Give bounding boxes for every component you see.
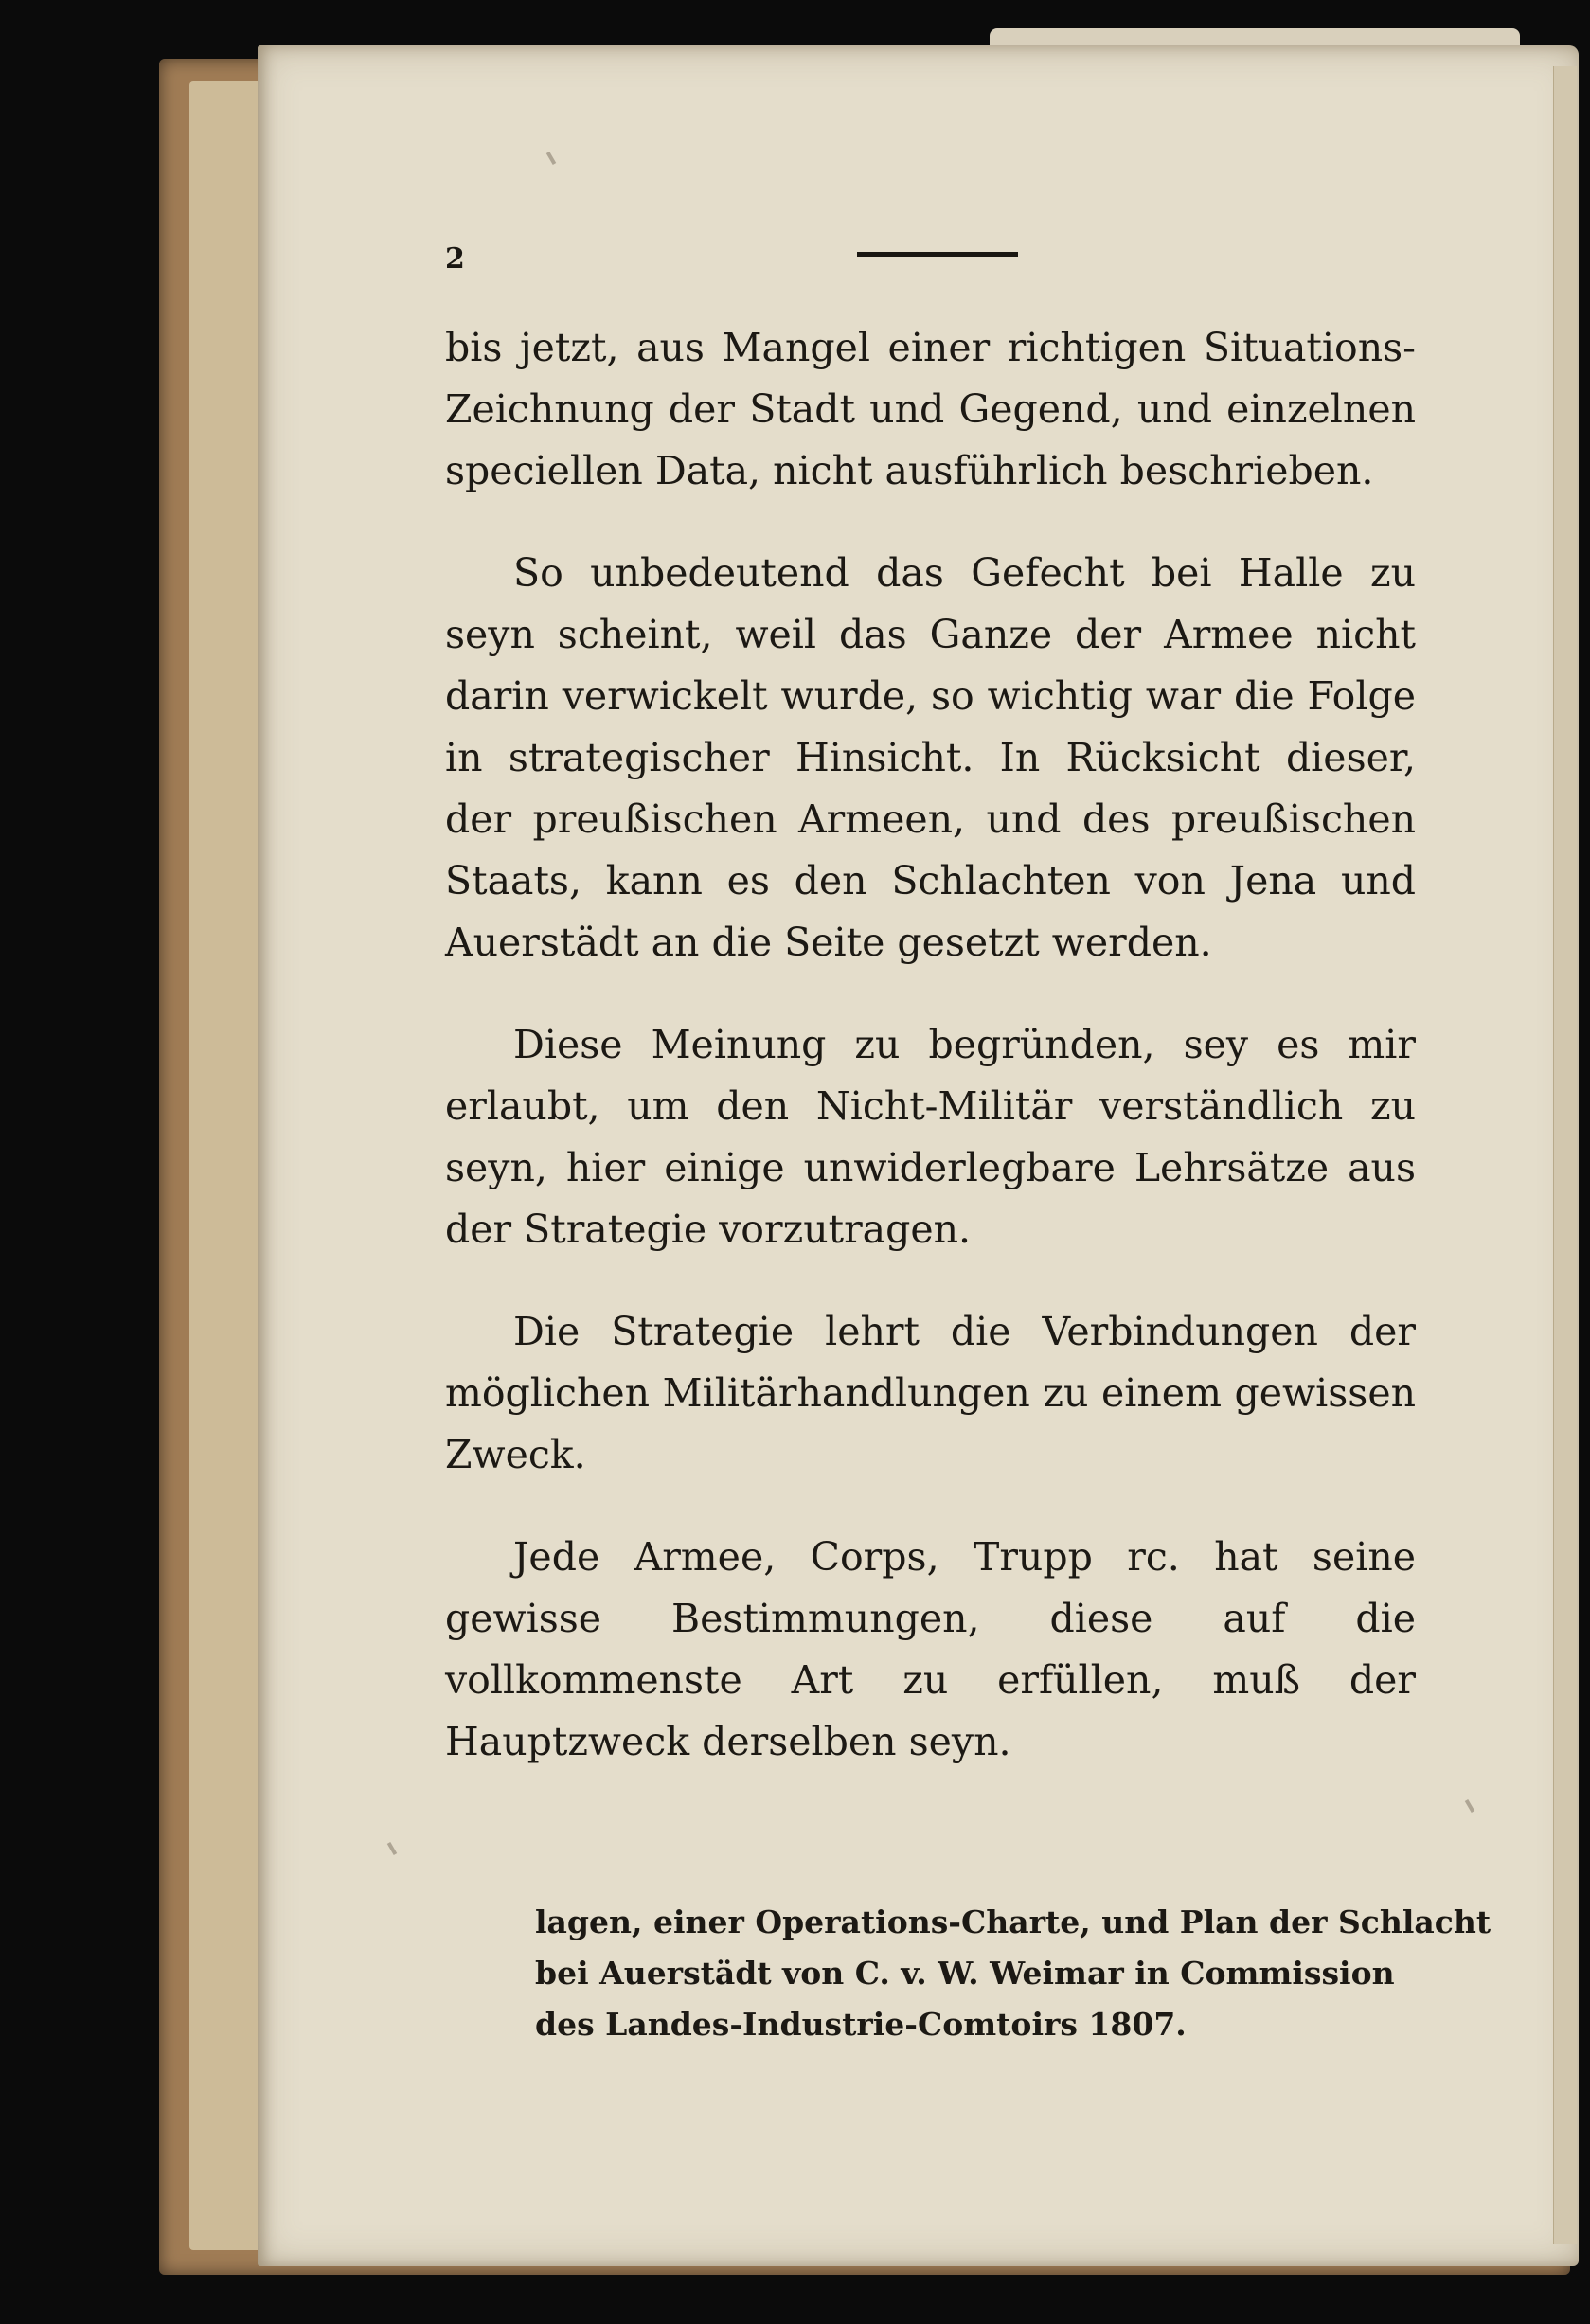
paragraph: Die Strategie lehrt die Verbindungen der möglichen Militärhandlungen zu einem gewissen Zweck. [445, 1309, 1416, 1477]
footnote-line: des Landes-Industrie-Comtoirs 1807. [535, 2006, 1187, 2043]
footnote-line: lagen, einer Operations-Charte, und Plan der Schlacht [535, 1904, 1492, 1940]
footnote-line: bei Auerstädt von C. v. W. Weimar in Commission [535, 1955, 1395, 1992]
paragraph: So unbedeutend das Gefecht bei Halle zu seyn scheint, weil das Ganze der Armee nicht darin verwickelt wurde, so wichtig war die Folge in strategischer Hinsicht. In Rücksicht dieser, der preußischen Armeen, und des preußischen Staats, kann es den Schlachten von Jena und Auerstädt an die Seite gesetzt werden. [445, 550, 1416, 965]
page-stack-edge [1553, 66, 1577, 2244]
body-text [445, 317, 1416, 1814]
header-rule [857, 252, 1018, 257]
paragraph: Jede Armee, Corps, Trupp rc. hat seine gewisse Bestimmungen, diese auf die vollkommenste Art zu erfüllen, muß der Hauptzweck derselben seyn. [445, 1534, 1416, 1764]
footnote [535, 1897, 1492, 2050]
paragraph: bis jetzt, aus Mangel einer richtigen Situations-Zeichnung der Stadt und Gegend, und einzelnen speciellen Data, nicht ausführlich beschrieben. [445, 325, 1416, 493]
paragraph: Diese Meinung zu begründen, sey es mir erlaubt, um den Nicht-Militär verständlich zu seyn, hier einige unwiderlegbare Lehrsätze aus der Strategie vorzutragen. [445, 1022, 1416, 1252]
page-number: 2 [445, 242, 465, 276]
